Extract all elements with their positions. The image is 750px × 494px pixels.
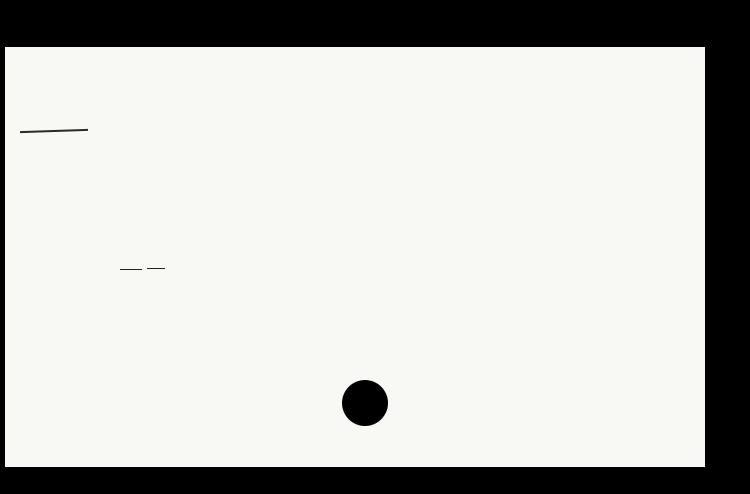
catalog-card [5, 47, 705, 467]
subject-dash-2 [147, 268, 165, 269]
subject-dash-1 [120, 269, 142, 270]
shelfmark-divider [20, 129, 88, 133]
punch-hole [342, 380, 388, 426]
